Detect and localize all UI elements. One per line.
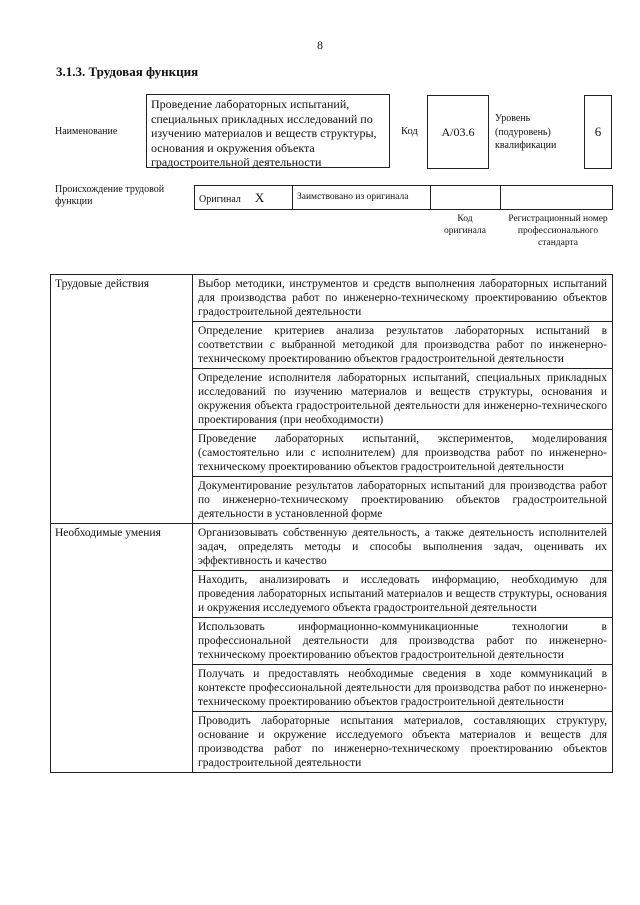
borrowed-label: Заимствовано из оригинала bbox=[297, 192, 409, 202]
skill-item: Получать и предоставлять необходимые сведения в ходе коммуникаций в контексте профессиональной деятельности для производства работ по инженерно-техническому проектированию объектов градостроительной деятельности bbox=[193, 665, 613, 712]
labor-action-item: Определение исполнителя лабораторных испытаний, специальных прикладных исследований по изучению материалов и веществ структуры, основания и окружения объекта градостроительной деятельности для инженерно-технического проектирования (при необходимости) bbox=[193, 369, 613, 430]
code-label: Код bbox=[401, 126, 418, 137]
section-title: 3.1.3. Трудовая функция bbox=[56, 64, 199, 79]
origin-label bbox=[55, 184, 185, 208]
level-box bbox=[584, 95, 612, 169]
labor-action-item: Выбор методики, инструментов и средств выполнения лабораторных испытаний для производства работ по инженерно-техническому проектированию объектов градостроительной деятельности bbox=[193, 275, 613, 322]
table-row bbox=[51, 524, 613, 571]
origin-table bbox=[194, 185, 613, 210]
original-label: Оригинал bbox=[199, 193, 241, 205]
reg-number-cell bbox=[501, 186, 613, 210]
skill-item: Проводить лабораторные испытания материалов, составляющих структуру, основание и окружение исследуемого объекта материалов и веществ для производства работ по инженерно-техническому проектированию объектов градостроительной деятельности bbox=[193, 712, 613, 773]
origin-code-caption: Код оригинала bbox=[444, 214, 486, 236]
function-name: Проведение лабораторных испытаний, специальных прикладных исследований по изучению материалов и веществ структуры, основания и окружения объекта градостроительной деятельности bbox=[151, 97, 377, 170]
level-value: 6 bbox=[594, 124, 602, 139]
labor-action-item: Определение критериев анализа результатов лабораторных испытаний в соответствии с выбранной методикой для производства работ по инженерно-техническому проектированию объектов градостроительной деятельности bbox=[193, 322, 613, 369]
table-row bbox=[51, 275, 613, 322]
function-name-box bbox=[146, 94, 390, 168]
skill-item: Находить, анализировать и исследовать информацию, необходимую для проведения лабораторных испытаний материалов и веществ структуры, основания и окружения исследуемого объекта градостроительной деятельности bbox=[193, 571, 613, 618]
labor-actions-label: Трудовые действия bbox=[51, 275, 193, 524]
skill-item: Организовывать собственную деятельность, а также деятельность исполнителей задач, определять методы и способы выполнения задач, оценивать их эффективность и качество bbox=[193, 524, 613, 571]
skill-item: Использовать информационно-коммуникационные технологии в профессиональной деятельности для производства работ по инженерно-техническому проектированию объектов градостроительной деятельности bbox=[193, 618, 613, 665]
origin-label-text: Происхождение трудовой функции bbox=[55, 184, 165, 207]
labor-action-item: Документирование результатов лабораторных испытаний для производства работ по инженерно-техническому проектированию объектов градостроительной деятельности в установленной форме bbox=[193, 477, 613, 524]
name-label: Наименование bbox=[55, 126, 118, 137]
original-mark: X bbox=[254, 189, 265, 205]
origin-code-cell bbox=[431, 186, 501, 210]
origin-row bbox=[195, 186, 613, 210]
page-number: 8 bbox=[317, 38, 323, 52]
borrowed-cell bbox=[293, 186, 431, 210]
skills-label: Необходимые умения bbox=[51, 524, 193, 773]
requirements-table bbox=[50, 274, 613, 773]
reg-number-caption: Регистрационный номер профессионального стандарта bbox=[508, 214, 608, 248]
labor-action-item: Проведение лабораторных испытаний, экспериментов, моделирования (самостоятельно или с исполнителем) для производства работ по инженерно-техническому проектированию объектов градостроительной деятельности bbox=[193, 430, 613, 477]
code-value: А/03.6 bbox=[441, 124, 475, 139]
original-cell bbox=[195, 186, 293, 210]
level-label-text: Уровень (подуровень) квалификации bbox=[495, 113, 557, 151]
code-box bbox=[427, 95, 489, 169]
level-label bbox=[495, 112, 575, 153]
